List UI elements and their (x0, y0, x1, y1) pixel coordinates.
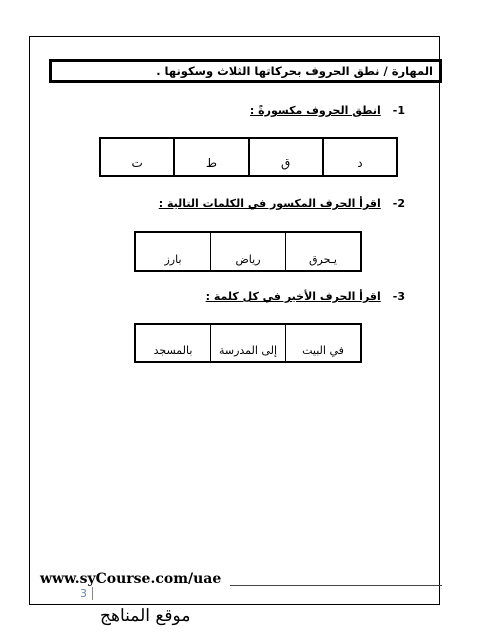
words-table (134, 231, 362, 272)
question-2 (159, 197, 405, 210)
table-cell (322, 139, 396, 175)
question-2-text: اقرأ الحرف المكسور في الكلمات التالية : (158, 197, 381, 210)
question-3-number: 3- (392, 290, 405, 303)
question-1 (250, 104, 405, 117)
cell-text: ت (131, 156, 143, 170)
page-number-divider (92, 587, 93, 600)
cell-text: إلى المدرسة (218, 344, 278, 357)
question-1-text: انطق الحروف مكسورةً : (249, 104, 381, 117)
skill-title: المهارة / نطق الحروف بحركاتها الثلاث وسكونها . (49, 59, 442, 83)
table-cell (248, 139, 322, 175)
table-cell (210, 325, 285, 361)
table-cell (285, 233, 360, 270)
page-border (29, 36, 440, 605)
footer-divider (230, 585, 442, 586)
question-2-number: 2- (392, 197, 405, 210)
table-cell (173, 139, 247, 175)
question-1-number: 1- (392, 104, 405, 117)
cell-text: بارز (164, 253, 182, 266)
question-3-text: اقرأ الحرف الأخير في كل كلمة : (205, 290, 381, 303)
table-cell (101, 139, 173, 175)
cell-text: بالمسجد (153, 344, 193, 357)
table-cell (210, 233, 285, 270)
table-cell (136, 325, 210, 361)
cell-text: رياض (235, 253, 261, 266)
question-3 (206, 290, 405, 303)
cell-text: د (357, 156, 363, 170)
phrases-table (134, 323, 362, 363)
page-number: 3 (80, 587, 87, 600)
cell-text: في البيت (302, 344, 344, 357)
cell-text: ق (280, 156, 291, 170)
letters-table (99, 137, 398, 177)
cell-text: يـحرق (309, 253, 337, 266)
table-cell (285, 325, 360, 361)
table-cell (136, 233, 210, 270)
footer-site-name: موقع المناهج (100, 606, 191, 626)
footer-url[interactable]: www.syCourse.com/uae (40, 571, 222, 587)
cell-text: ط (205, 156, 217, 170)
